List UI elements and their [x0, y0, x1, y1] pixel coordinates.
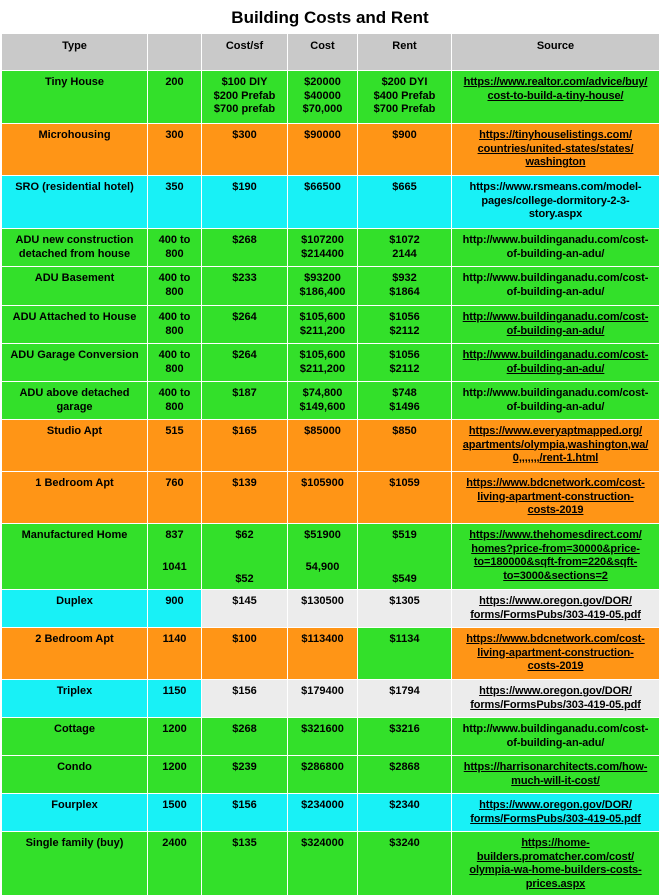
- type-cell: [2, 124, 148, 176]
- square-feet-cell: [148, 832, 202, 896]
- rent-cell-line: $1864: [389, 285, 420, 298]
- cost-per-sf-cell-line: $264: [232, 311, 257, 323]
- source-cell-line: countries/united-states/states/: [477, 142, 634, 155]
- square-feet-cell: [148, 524, 202, 590]
- table-row: [2, 718, 660, 756]
- source-cell-line: http://www.buildinganadu.com/cost-: [462, 387, 649, 399]
- rent-cell: [358, 344, 452, 382]
- cost-cell-line: $105,600: [299, 311, 346, 323]
- rent-cell-line: $3240: [389, 837, 420, 849]
- table-row: [2, 344, 660, 382]
- cost-cell: [288, 756, 358, 794]
- type-cell-line: 2 Bedroom Apt: [35, 633, 114, 645]
- cost-cell: [288, 718, 358, 756]
- cost-per-sf-cell-line: $135: [232, 837, 257, 849]
- square-feet-cell-line: 400 to: [158, 311, 191, 323]
- cost-per-sf-cell-line: $165: [232, 425, 257, 437]
- cost-per-sf-cell-line: $145: [232, 595, 257, 607]
- cost-cell-line: $324000: [301, 837, 344, 849]
- cost-cell-line: $113400: [301, 633, 344, 645]
- source-cell-line: of-building-an-adu/: [506, 362, 605, 375]
- rent-cell-line: $1072: [389, 234, 420, 246]
- square-feet-cell: [148, 628, 202, 680]
- square-feet-cell-line: 1140: [162, 633, 187, 645]
- source-cell-line: https://www.realtor.com/advice/buy/: [463, 76, 648, 88]
- type-cell-line: ADU Attached to House: [12, 311, 137, 323]
- cost-per-sf-cell: [202, 524, 288, 590]
- type-cell: [2, 832, 148, 896]
- cost-cell-line: $214400: [301, 247, 344, 260]
- source-cell[interactable]: [452, 176, 660, 229]
- cost-cell: [288, 420, 358, 472]
- rent-cell-line: $3216: [389, 723, 420, 735]
- source-cell-line: olympia-wa-home-builders-costs-: [469, 864, 642, 876]
- rent-cell-line: $1496: [389, 400, 420, 413]
- square-feet-cell: [148, 124, 202, 176]
- cost-per-sf-cell-line: $156: [232, 685, 257, 697]
- table-row: [2, 628, 660, 680]
- table-row: [2, 590, 660, 628]
- type-cell-line: ADU Basement: [34, 272, 115, 284]
- square-feet-cell-line: 1150: [162, 685, 187, 697]
- source-cell[interactable]: [452, 71, 660, 124]
- rent-cell: [358, 590, 452, 628]
- type-cell-line: Condo: [57, 761, 92, 773]
- source-cell-line: https://www.bdcnetwork.com/cost-: [466, 477, 645, 489]
- rent-cell: [358, 420, 452, 472]
- rent-cell-line: $2112: [389, 324, 420, 337]
- table-row: [2, 794, 660, 832]
- rent-cell-line: $2112: [389, 362, 420, 375]
- header-type: Type: [2, 34, 148, 71]
- type-cell-line: SRO (residential hotel): [15, 181, 134, 193]
- cost-per-sf-cell: [202, 176, 288, 229]
- square-feet-cell: [148, 176, 202, 229]
- type-cell: [2, 420, 148, 472]
- type-cell: [2, 590, 148, 628]
- table-row: [2, 524, 660, 590]
- square-feet-cell-line: 800: [165, 247, 184, 260]
- source-cell-line: http://www.buildinganadu.com/cost-: [462, 234, 649, 246]
- header-cost: Cost: [288, 34, 358, 71]
- source-cell-line: pages/college-dormitory-2-3-: [481, 194, 630, 207]
- rent-cell-line: $665: [392, 181, 417, 193]
- cost-per-sf-cell: [202, 794, 288, 832]
- cost-per-sf-cell: [202, 229, 288, 267]
- source-cell[interactable]: [452, 229, 660, 267]
- type-cell-line: Studio Apt: [46, 425, 103, 437]
- costs-table: [1, 33, 660, 896]
- cost-per-sf-cell-line: $268: [232, 234, 257, 246]
- cost-cell-line: $40000: [304, 89, 341, 102]
- cost-cell-line: $179400: [301, 685, 344, 697]
- cost-per-sf-cell: [202, 382, 288, 420]
- square-feet-cell-line: 800: [165, 400, 184, 413]
- cost-per-sf-cell-bottom: $52: [235, 572, 254, 585]
- cost-per-sf-cell-top: $62: [235, 529, 254, 541]
- type-cell: [2, 306, 148, 344]
- source-cell[interactable]: [452, 756, 660, 794]
- cost-cell-line: $211,200: [299, 324, 346, 337]
- rent-cell-line: $200 DYI: [381, 76, 428, 88]
- rent-cell: [358, 832, 452, 896]
- source-cell-line: of-building-an-adu/: [506, 736, 605, 749]
- table-row: [2, 832, 660, 896]
- cost-cell: [288, 590, 358, 628]
- square-feet-cell-line: 800: [165, 285, 184, 298]
- rent-cell: [358, 306, 452, 344]
- source-cell[interactable]: [452, 267, 660, 306]
- source-cell-line: living-apartment-construction-: [477, 646, 634, 659]
- source-cell[interactable]: [452, 420, 660, 472]
- rent-cell-line: $748: [392, 387, 417, 399]
- source-cell[interactable]: [452, 124, 660, 176]
- source-cell[interactable]: [452, 628, 660, 680]
- source-cell[interactable]: [452, 306, 660, 344]
- rent-cell: [358, 628, 452, 680]
- square-feet-cell-line: 800: [165, 362, 184, 375]
- square-feet-cell: [148, 344, 202, 382]
- table-row: [2, 267, 660, 306]
- cost-per-sf-cell: [202, 832, 288, 896]
- type-cell-line: Duplex: [56, 595, 93, 607]
- square-feet-cell-line: 200: [165, 76, 184, 88]
- square-feet-cell-line: 900: [165, 595, 184, 607]
- rent-cell-line: $900: [392, 129, 417, 141]
- table-row: [2, 420, 660, 472]
- type-cell-line: ADU new construction: [15, 234, 134, 246]
- type-cell: [2, 176, 148, 229]
- type-cell: [2, 382, 148, 420]
- cost-per-sf-cell: [202, 718, 288, 756]
- source-cell-line: costs-2019: [527, 504, 584, 516]
- source-cell-line: washington: [525, 156, 586, 168]
- header-source: Source: [452, 34, 660, 71]
- cost-per-sf-cell: [202, 420, 288, 472]
- square-feet-cell: [148, 794, 202, 832]
- cost-cell-line: $90000: [304, 129, 341, 141]
- cost-per-sf-cell-line: $200 Prefab: [213, 89, 276, 102]
- rent-cell-line: $850: [392, 425, 417, 437]
- cost-per-sf-cell: [202, 306, 288, 344]
- rent-cell: [358, 718, 452, 756]
- rent-cell-line: 2144: [392, 247, 417, 260]
- cost-per-sf-cell-line: $700 prefab: [213, 103, 276, 115]
- cost-cell: [288, 176, 358, 229]
- square-feet-cell-line: 1500: [162, 799, 187, 811]
- cost-cell-line: $66500: [304, 181, 341, 193]
- source-cell-line: http://www.buildinganadu.com/cost-: [462, 723, 649, 735]
- type-cell-line: ADU above detached: [19, 387, 130, 399]
- rent-cell-line: $1134: [389, 633, 420, 645]
- source-cell-line: https://www.oregon.gov/DOR/: [479, 799, 632, 811]
- cost-cell: [288, 832, 358, 896]
- rent-cell-top: $519: [392, 529, 417, 541]
- cost-per-sf-cell: [202, 628, 288, 680]
- source-cell-line: https://www.rsmeans.com/model-: [469, 181, 642, 193]
- cost-per-sf-cell-line: $156: [232, 799, 257, 811]
- source-cell-line: forms/FormsPubs/303-419-05.pdf: [470, 608, 641, 621]
- rent-cell-line: $1059: [389, 477, 420, 489]
- cost-cell-line: $20000: [304, 76, 341, 88]
- rent-cell: [358, 267, 452, 306]
- cost-cell-line: $321600: [301, 723, 344, 735]
- cost-cell-line: $149,600: [299, 400, 346, 413]
- table-row: [2, 229, 660, 267]
- cost-per-sf-cell-line: $139: [232, 477, 257, 489]
- source-cell-line: https://www.oregon.gov/DOR/: [479, 595, 632, 607]
- rent-cell: [358, 524, 452, 590]
- table-row: [2, 124, 660, 176]
- rent-cell: [358, 794, 452, 832]
- source-cell-line: http://www.buildinganadu.com/cost-: [462, 272, 649, 284]
- cost-cell: [288, 524, 358, 590]
- type-cell-line: Microhousing: [38, 129, 111, 141]
- cost-cell-line: $186,400: [299, 285, 346, 298]
- square-feet-cell: [148, 382, 202, 420]
- square-feet-cell-line: 515: [165, 425, 184, 437]
- rent-cell: [358, 680, 452, 718]
- table-row: [2, 472, 660, 524]
- table-row: [2, 382, 660, 420]
- source-cell[interactable]: [452, 680, 660, 718]
- type-cell-line: Fourplex: [51, 799, 98, 811]
- rent-cell-bottom: $549: [392, 572, 417, 585]
- source-cell-line: http://www.buildinganadu.com/cost-: [462, 349, 649, 361]
- rent-cell-line: $700 Prefab: [373, 103, 436, 115]
- cost-cell-top: $51900: [304, 529, 341, 541]
- cost-cell: [288, 267, 358, 306]
- square-feet-cell: [148, 472, 202, 524]
- cost-cell-line: $130500: [301, 595, 344, 607]
- square-feet-cell: [148, 71, 202, 124]
- cost-cell: [288, 306, 358, 344]
- source-cell[interactable]: [452, 344, 660, 382]
- source-cell-line: https://www.thehomesdirect.com/: [469, 529, 642, 541]
- rent-cell: [358, 472, 452, 524]
- table-row: [2, 680, 660, 718]
- cost-cell: [288, 71, 358, 124]
- square-feet-cell-line: 400 to: [158, 349, 191, 361]
- cost-cell: [288, 628, 358, 680]
- cost-per-sf-cell: [202, 344, 288, 382]
- cost-per-sf-cell: [202, 124, 288, 176]
- cost-cell-line: $74,800: [302, 387, 343, 399]
- cost-cell-bottom: 54,900: [305, 560, 340, 573]
- square-feet-cell-line: 400 to: [158, 272, 191, 284]
- square-feet-cell: [148, 680, 202, 718]
- cost-cell: [288, 382, 358, 420]
- square-feet-cell: [148, 229, 202, 267]
- type-cell-line: Tiny House: [44, 76, 105, 88]
- cost-per-sf-cell-line: $100: [232, 633, 257, 645]
- square-feet-cell-line: 800: [165, 324, 184, 337]
- cost-per-sf-cell: [202, 590, 288, 628]
- rent-cell-line: $1794: [389, 685, 420, 697]
- cost-per-sf-cell: [202, 472, 288, 524]
- cost-per-sf-cell: [202, 756, 288, 794]
- table-row: [2, 176, 660, 229]
- type-cell: [2, 524, 148, 590]
- rent-cell-line: $1305: [389, 595, 420, 607]
- type-cell: [2, 71, 148, 124]
- cost-per-sf-cell-line: $268: [232, 723, 257, 735]
- source-cell-line: prices.aspx: [525, 877, 586, 890]
- cost-cell: [288, 344, 358, 382]
- type-cell: [2, 756, 148, 794]
- rent-cell-line: $400 Prefab: [373, 89, 436, 102]
- cost-per-sf-cell: [202, 267, 288, 306]
- cost-cell: [288, 229, 358, 267]
- square-feet-cell: [148, 420, 202, 472]
- header-row: [2, 34, 660, 71]
- square-feet-cell: [148, 590, 202, 628]
- source-cell-line: https://www.bdcnetwork.com/cost-: [466, 633, 645, 645]
- type-cell-line: Triplex: [56, 685, 93, 697]
- type-cell: [2, 718, 148, 756]
- cost-per-sf-cell-line: $300: [232, 129, 257, 141]
- rent-cell: [358, 382, 452, 420]
- page-title: Building Costs and Rent: [231, 8, 429, 27]
- square-feet-cell: [148, 267, 202, 306]
- type-cell: [2, 229, 148, 267]
- cost-per-sf-cell-line: $187: [232, 387, 257, 399]
- source-cell-line: to=3000&sections=2: [503, 569, 608, 582]
- type-cell-line: 1 Bedroom Apt: [35, 477, 114, 489]
- cost-cell-line: $286800: [301, 761, 344, 773]
- type-cell-line: detached from house: [18, 247, 131, 260]
- square-feet-cell-bottom: 1041: [162, 560, 187, 573]
- source-cell-line: https://tinyhouselistings.com/: [479, 129, 632, 141]
- header-rent: Rent: [358, 34, 452, 71]
- rent-cell: [358, 756, 452, 794]
- table-row: [2, 306, 660, 344]
- source-cell-line: apartments/olympia,washington,wa/: [462, 438, 649, 451]
- type-cell-line: ADU Garage Conversion: [10, 349, 139, 361]
- cost-per-sf-cell-line: $233: [232, 272, 257, 284]
- header-square-feet: [148, 34, 202, 71]
- type-cell: [2, 680, 148, 718]
- square-feet-cell-line: 2400: [162, 837, 187, 849]
- square-feet-cell-top: 837: [165, 529, 184, 541]
- cost-cell: [288, 472, 358, 524]
- source-cell-line: homes?price-from=30000&price-: [471, 542, 640, 555]
- source-cell[interactable]: [452, 382, 660, 420]
- type-cell: [2, 267, 148, 306]
- square-feet-cell-line: 400 to: [158, 387, 191, 399]
- cost-cell-line: $105900: [301, 477, 344, 489]
- rent-cell-line: $1056: [389, 349, 420, 361]
- square-feet-cell-line: 1200: [162, 761, 187, 773]
- source-cell[interactable]: [452, 832, 660, 896]
- source-cell-line: builders.promatcher.com/cost/: [476, 850, 635, 863]
- cost-cell-line: $70,000: [302, 103, 343, 115]
- source-cell[interactable]: [452, 590, 660, 628]
- source-cell-line: http://www.buildinganadu.com/cost-: [462, 311, 649, 323]
- cost-per-sf-cell-line: $239: [232, 761, 257, 773]
- type-cell-line: Single family (buy): [25, 837, 124, 849]
- source-cell-line: https://www.everyaptmapped.org/: [468, 425, 643, 437]
- source-cell-line: costs-2019: [527, 660, 584, 672]
- type-cell-line: garage: [56, 400, 93, 413]
- type-cell-line: Manufactured Home: [21, 529, 128, 541]
- source-cell-line: living-apartment-construction-: [477, 490, 634, 503]
- source-cell-line: of-building-an-adu/: [506, 285, 605, 298]
- cost-cell-line: $234000: [301, 799, 344, 811]
- square-feet-cell-line: 1200: [162, 723, 187, 735]
- rent-cell: [358, 124, 452, 176]
- cost-cell: [288, 124, 358, 176]
- cost-cell: [288, 794, 358, 832]
- cost-cell-line: $93200: [304, 272, 341, 284]
- source-cell-line: 0,,,,,,,/rent-1.html: [512, 452, 599, 464]
- source-cell[interactable]: [452, 524, 660, 590]
- source-cell-line: story.aspx: [528, 208, 583, 220]
- source-cell-line: of-building-an-adu/: [506, 324, 605, 337]
- square-feet-cell: [148, 306, 202, 344]
- table-row: [2, 756, 660, 794]
- rent-cell-line: $2868: [389, 761, 420, 773]
- source-cell-line: https://www.oregon.gov/DOR/: [479, 685, 632, 697]
- cost-cell-line: $105,600: [299, 349, 346, 361]
- source-cell-line: https://harrisonarchitects.com/how-: [463, 761, 648, 773]
- type-cell: [2, 628, 148, 680]
- type-cell-line: Cottage: [54, 723, 95, 735]
- square-feet-cell-line: 350: [165, 181, 184, 193]
- square-feet-cell-line: 300: [165, 129, 184, 141]
- rent-cell-line: $2340: [389, 799, 420, 811]
- cost-per-sf-cell: [202, 680, 288, 718]
- cost-per-sf-cell-line: $264: [232, 349, 257, 361]
- square-feet-cell-line: 400 to: [158, 234, 191, 246]
- square-feet-cell: [148, 718, 202, 756]
- source-cell-line: much-will-it-cost/: [511, 774, 600, 787]
- cost-cell-line: $85000: [304, 425, 341, 437]
- rent-cell: [358, 176, 452, 229]
- source-cell-line: forms/FormsPubs/303-419-05.pdf: [470, 698, 641, 711]
- square-feet-cell-line: 760: [165, 477, 184, 489]
- type-cell: [2, 472, 148, 524]
- source-cell[interactable]: [452, 794, 660, 832]
- source-cell-line: to=180000&sqft-from=220&sqft-: [473, 556, 638, 568]
- source-cell-line: of-building-an-adu/: [506, 400, 605, 413]
- header-cost-per-sf: Cost/sf: [202, 34, 288, 71]
- source-cell-line: forms/FormsPubs/303-419-05.pdf: [470, 812, 641, 825]
- source-cell-line: https://home-: [521, 837, 590, 849]
- rent-cell-line: $1056: [389, 311, 420, 323]
- cost-cell-line: $107200: [301, 234, 344, 246]
- rent-cell-line: $932: [392, 272, 417, 284]
- cost-cell-line: $211,200: [299, 362, 346, 375]
- table-row: [2, 71, 660, 124]
- type-cell: [2, 794, 148, 832]
- source-cell-line: of-building-an-adu/: [506, 247, 605, 260]
- source-cell[interactable]: [452, 718, 660, 756]
- source-cell[interactable]: [452, 472, 660, 524]
- rent-cell: [358, 229, 452, 267]
- cost-per-sf-cell-line: $190: [232, 181, 257, 193]
- type-cell: [2, 344, 148, 382]
- square-feet-cell: [148, 756, 202, 794]
- cost-cell: [288, 680, 358, 718]
- rent-cell: [358, 71, 452, 124]
- source-cell-line: cost-to-build-a-tiny-house/: [487, 89, 624, 102]
- cost-per-sf-cell-line: $100 DIY: [221, 76, 268, 88]
- cost-per-sf-cell: [202, 71, 288, 124]
